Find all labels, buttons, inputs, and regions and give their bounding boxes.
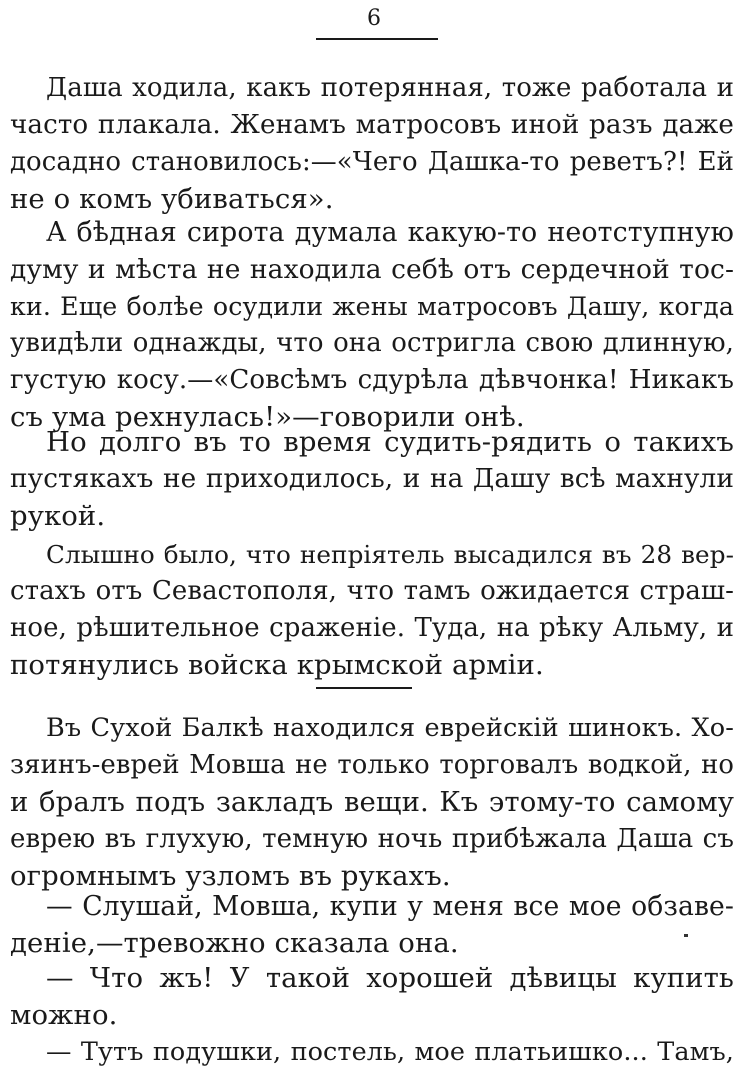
text-line: Въ Сухой Балкѣ находился еврейскій шинокъ. Хо- [46, 713, 734, 743]
paragraph-2 [0, 214, 748, 436]
paragraph-5 [0, 710, 748, 895]
text-line: досадно становилось:—«Чего Дашка-то реветъ?! Ей [10, 147, 734, 177]
text-line: потянулись войска крымской арміи. [10, 649, 544, 681]
text-line: стахъ отъ Севастополя, что тамъ ожидается страш- [10, 576, 734, 606]
text-line: Слышно было, что непріятель высадился въ 28 вер- [46, 540, 734, 569]
text-line: рукой. [10, 500, 106, 532]
section-divider [316, 687, 412, 689]
page-number: 6 [367, 6, 381, 31]
print-speck [684, 934, 688, 937]
text-line: — Тутъ подушки, постель, мое платьишко... Тамъ, [46, 1037, 734, 1067]
text-line: — Что жъ! У такой хорошей дѣвицы купить [46, 962, 734, 994]
text-line: огромнымъ узломъ въ рукахъ. [10, 860, 451, 892]
text-line: Даша ходила, какъ потерянная, тоже работала и [46, 73, 734, 103]
text-line: еврею въ глухую, темную ночь прибѣжала Даша съ [10, 824, 734, 854]
text-line: часто плакала. Женамъ матросовъ иной разъ даже [10, 110, 734, 140]
text-line: пустякахъ не приходилось, и на Дашу всѣ махнули [10, 464, 734, 494]
text-line: зяинъ-еврей Мовша не только торговалъ водкой, но [10, 750, 734, 780]
dialogue-2 [0, 960, 748, 1034]
paragraph-1 [0, 70, 748, 218]
dialogue-1 [0, 888, 748, 962]
text-line: можно. [10, 999, 118, 1031]
text-line: А бѣдная сирота думала какую-то неотступную [46, 217, 734, 248]
text-line: увидѣли однажды, что она остригла свою длинную, [10, 328, 734, 358]
header-rule [316, 38, 438, 40]
paragraph-4 [0, 536, 748, 684]
dialogue-3 [0, 1034, 748, 1071]
text-line: Но долго въ то время судить-рядить о такихъ [46, 426, 734, 458]
paragraph-3 [0, 424, 748, 535]
text-line: ное, рѣшительное сраженіе. Туда, на рѣку Альму, и [10, 613, 734, 643]
text-line: — Слушай, Мовша, купи у меня все мое обзаве- [46, 891, 734, 922]
text-line: думу и мѣста не находила себѣ отъ сердечной тос- [10, 254, 734, 285]
text-line: не о комъ убиваться». [10, 183, 334, 215]
text-line: густую косу.—«Совсѣмъ сдурѣла дѣвчонка! Никакъ [10, 365, 734, 395]
text-line: съ ума рехнулась!»—говорили онѣ. [10, 401, 525, 433]
text-line: деніе,—тревожно сказала она. [10, 927, 459, 959]
text-line: ки. Еще болѣе осудили жены матросовъ Дашу, когда [10, 292, 734, 321]
text-line: и бралъ подъ закладъ вещи. Къ этому-то самому [10, 786, 734, 818]
